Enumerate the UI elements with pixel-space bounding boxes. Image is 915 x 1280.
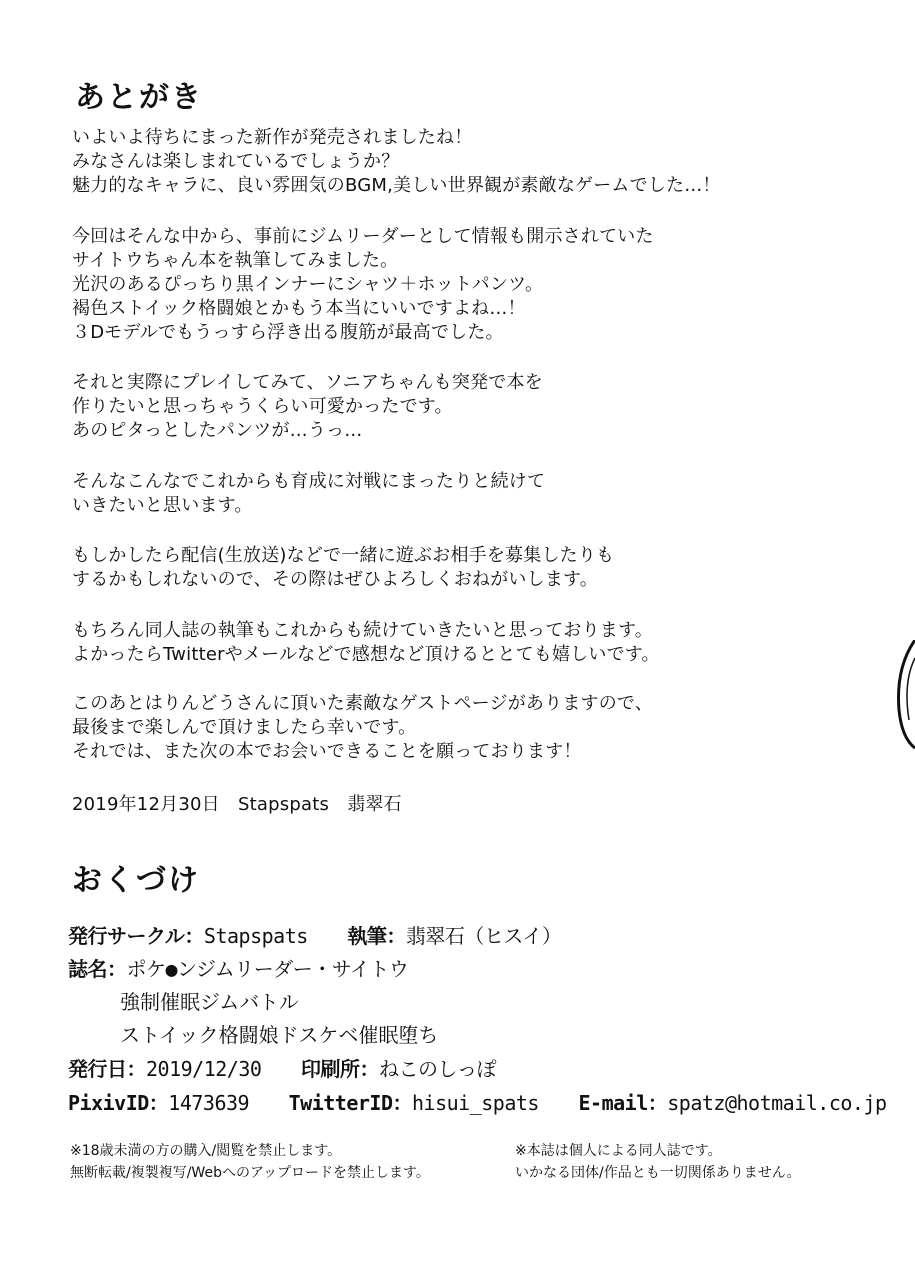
twitter-value: hisui_spats — [412, 1091, 539, 1115]
text-line: ３Dモデルでもうっすら浮き出る腹筋が最高でした。 — [72, 322, 504, 343]
colophon-circle-row — [68, 920, 561, 949]
text-line: もしかしたら配信(生放送)などで一緒に遊ぶお相手を募集したりも — [72, 545, 615, 566]
afterword-signature: 2019年12月30日 Stapspats 翡翠石 — [72, 794, 402, 815]
date-value: 2019/12/30 — [146, 1057, 262, 1081]
text-line: 最後まで楽しんで頂けましたら幸いです。 — [72, 717, 417, 738]
email-value: spatz@hotmail.co.jp — [667, 1091, 887, 1115]
afterword-paragraph-6 — [72, 619, 872, 667]
title-line-3: ストイック格闘娘ドスケベ催眠堕ち — [120, 1023, 439, 1047]
text-line: サイトウちゃん本を執筆してみました。 — [72, 250, 399, 271]
notice-right — [515, 1140, 801, 1184]
edge-illustration-fragment — [893, 640, 915, 750]
email-label: E-mail： — [578, 1091, 668, 1115]
text-line: 今回はそんな中から、事前にジムリーダーとして情報も開示されていた — [72, 226, 654, 247]
notice-line: ※18歳未満の方の購入/閲覧を禁止します。 — [70, 1143, 342, 1159]
afterword-paragraph-5 — [72, 544, 872, 592]
notice-line: 無断転載/複製複写/Webへのアップロードを禁止します。 — [70, 1165, 430, 1181]
colophon-contact-row — [68, 1087, 887, 1116]
text-line: もちろん同人誌の執筆もこれからも続けていきたいと思っております。 — [72, 620, 653, 641]
circle-value: Stapspats — [203, 924, 308, 948]
date-label: 発行日： — [68, 1057, 146, 1081]
text-line: 魅力的なキャラに、良い雰囲気のBGM,美しい世界観が素敵なゲームでした…！ — [72, 175, 721, 196]
afterword-paragraph-1 — [72, 126, 872, 198]
text-line: そんなこんなでこれからも育成に対戦にまったりと続けて — [72, 471, 546, 492]
text-line: するかもしれないので、その際はぜひよろしくおねがいします。 — [72, 569, 598, 590]
text-line: それと実際にプレイしてみて、ソニアちゃんも突発で本を — [72, 372, 543, 393]
afterword-paragraph-7 — [72, 692, 872, 764]
text-line: 褐色ストイック格闘娘とかもう本当にいいですよね…！ — [72, 298, 526, 319]
colophon-heading: おくづけ — [72, 863, 200, 898]
pixiv-value: 1473639 — [168, 1091, 250, 1115]
title-label: 誌名： — [68, 957, 127, 981]
author-label: 執筆： — [347, 924, 406, 948]
title-line-1: ポケ●ンジムリーダー・サイトウ — [126, 957, 409, 981]
colophon-date-row — [68, 1053, 496, 1082]
text-line: 光沢のあるぴっちり黒インナーにシャツ＋ホットパンツ。 — [72, 274, 544, 295]
twitter-label: TwitterID： — [288, 1091, 413, 1115]
text-line: このあとはりんどうさんに頂いた素敵なゲストページがありますので、 — [72, 693, 653, 714]
text-line: 作りたいと思っちゃうくらい可愛かったです。 — [72, 396, 453, 417]
afterword-paragraph-2 — [72, 225, 872, 345]
text-line: それでは、また次の本でお会いできることを願っております！ — [72, 741, 582, 762]
printer-value: ねこのしっぽ — [378, 1057, 496, 1081]
text-line: あのピタっとしたパンツが…うっ… — [72, 420, 363, 441]
printer-label: 印刷所： — [300, 1057, 379, 1081]
notice-line: いかなる団体/作品とも一切関係ありません。 — [515, 1165, 801, 1181]
title-line-2: 強制催眠ジムバトル — [120, 990, 299, 1014]
text-line: いよいよ待ちにまった新作が発売されましたね！ — [72, 127, 473, 148]
colophon-title-row — [68, 953, 408, 982]
circle-label: 発行サークル： — [68, 924, 204, 948]
text-line: みなさんは楽しまれているでしょうか？ — [72, 151, 400, 172]
text-line: よかったらTwitterやメールなどで感想など頂けるととても嬉しいです。 — [72, 644, 660, 665]
notice-left — [70, 1140, 430, 1184]
text-line: いきたいと思います。 — [72, 495, 253, 516]
afterword-paragraph-3 — [72, 371, 872, 443]
afterword-paragraph-4 — [72, 470, 872, 518]
pixiv-label: PixivID： — [68, 1091, 169, 1115]
notice-line: ※本誌は個人による同人誌です。 — [515, 1143, 722, 1159]
afterword-heading: あとがき — [75, 80, 203, 115]
author-value: 翡翠石（ヒスイ） — [405, 924, 562, 948]
